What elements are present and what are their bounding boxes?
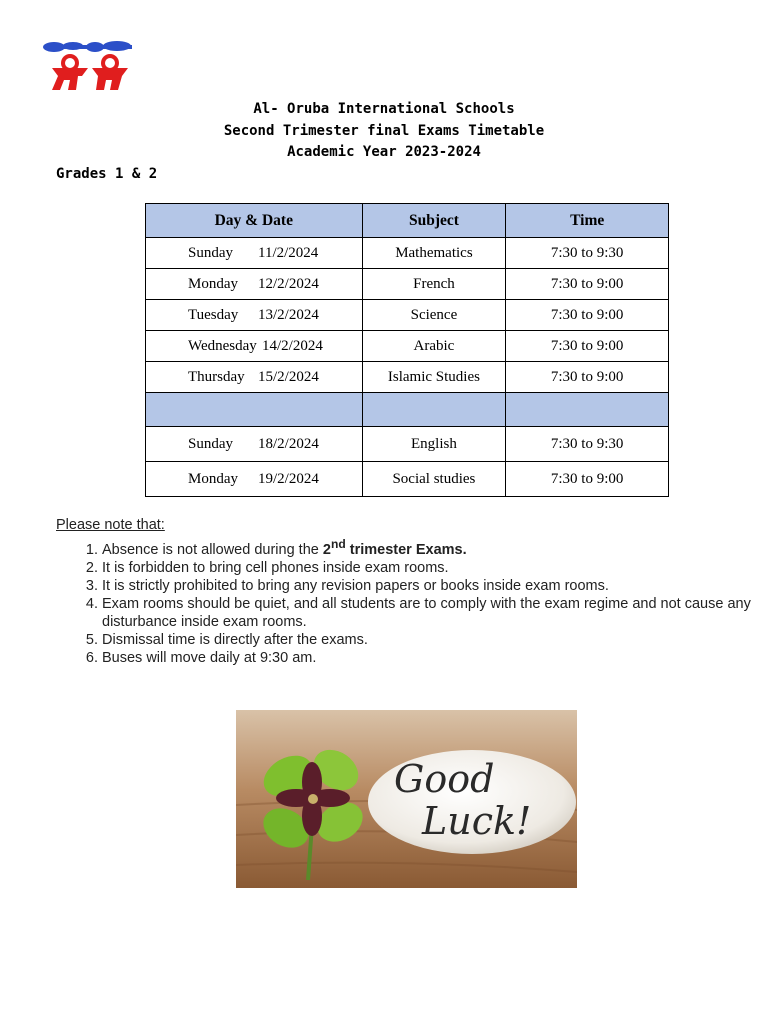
exam-timetable — [145, 203, 669, 497]
date: 18/2/2024 — [258, 435, 319, 452]
empty-cell — [362, 393, 506, 427]
notes-heading: Please note that: — [56, 517, 165, 533]
school-name: Al- Oruba International Schools — [253, 101, 515, 117]
day: Thursday — [188, 368, 245, 385]
stone-text-luck: Luck! — [422, 799, 532, 843]
date: 15/2/2024 — [258, 368, 319, 385]
list-item: 2. It is forbidden to bring cell phones inside exam rooms. — [102, 559, 768, 577]
day-date-cell — [146, 462, 363, 497]
day: Wednesday — [188, 337, 257, 354]
table-row — [146, 462, 669, 497]
list-item: 5. Dismissal time is directly after the exams. — [102, 631, 768, 649]
subject-cell: Science — [362, 300, 506, 331]
day: Tuesday — [188, 306, 239, 323]
table-row — [146, 238, 669, 269]
time-cell: 7:30 to 9:30 — [506, 238, 669, 269]
time-cell: 7:30 to 9:00 — [506, 462, 669, 497]
note-text: Absence is not allowed during the — [102, 541, 323, 558]
academic-year: Academic Year 2023-2024 — [287, 144, 481, 160]
empty-cell — [146, 393, 363, 427]
note-bold-number: 2 — [322, 541, 331, 558]
column-header-day-date: Day & Date — [146, 204, 363, 238]
day: Monday — [188, 275, 238, 292]
time-cell: 7:30 to 9:00 — [506, 300, 669, 331]
subject-cell: Social studies — [362, 462, 506, 497]
note-emphasis — [322, 537, 467, 558]
good-luck-image — [236, 710, 577, 888]
subject-cell: Arabic — [362, 331, 506, 362]
stone-text-good: Good — [394, 757, 495, 801]
column-header-time: Time — [506, 204, 669, 238]
subject-cell: Mathematics — [362, 238, 506, 269]
subject-cell: Islamic Studies — [362, 362, 506, 393]
day: Sunday — [188, 435, 233, 452]
subject-cell: French — [362, 269, 506, 300]
school-logo — [40, 40, 136, 94]
subject-cell: English — [362, 427, 506, 462]
date: 19/2/2024 — [258, 470, 319, 487]
notes-list — [56, 535, 768, 667]
list-item: 6. Buses will move daily at 9:30 am. — [102, 649, 768, 667]
list-item — [102, 535, 768, 559]
table-row — [146, 331, 669, 362]
time-cell: 7:30 to 9:30 — [506, 427, 669, 462]
date: 11/2/2024 — [258, 244, 319, 261]
time-cell: 7:30 to 9:00 — [506, 362, 669, 393]
day-date-cell — [146, 362, 363, 393]
date: 13/2/2024 — [258, 306, 319, 323]
day-date-cell — [146, 269, 363, 300]
date: 14/2/2024 — [262, 337, 323, 354]
day-date-cell — [146, 238, 363, 269]
date: 12/2/2024 — [258, 275, 319, 292]
day-date-cell — [146, 427, 363, 462]
separator-row — [146, 393, 669, 427]
day-date-cell — [146, 331, 363, 362]
note-superscript: nd — [330, 537, 346, 551]
time-cell: 7:30 to 9:00 — [506, 331, 669, 362]
note-bold-text: trimester Exams. — [345, 541, 467, 558]
day: Sunday — [188, 244, 233, 261]
empty-cell — [506, 393, 669, 427]
time-cell: 7:30 to 9:00 — [506, 269, 669, 300]
table-row — [146, 427, 669, 462]
table-header-row — [146, 204, 669, 238]
list-item: 3. It is strictly prohibited to bring any revision papers or books inside exam rooms. — [102, 577, 768, 595]
table-row — [146, 269, 669, 300]
day-date-cell — [146, 300, 363, 331]
document-title: Second Trimester final Exams Timetable — [223, 123, 545, 139]
column-header-subject: Subject — [362, 204, 506, 238]
table-row — [146, 300, 669, 331]
list-item: 4. Exam rooms should be quiet, and all students are to comply with the exam regime and not cause any disturbance inside exam rooms. — [102, 595, 768, 631]
day: Monday — [188, 470, 238, 487]
table-row — [146, 362, 669, 393]
grades-label: Grades 1 & 2 — [56, 166, 158, 182]
